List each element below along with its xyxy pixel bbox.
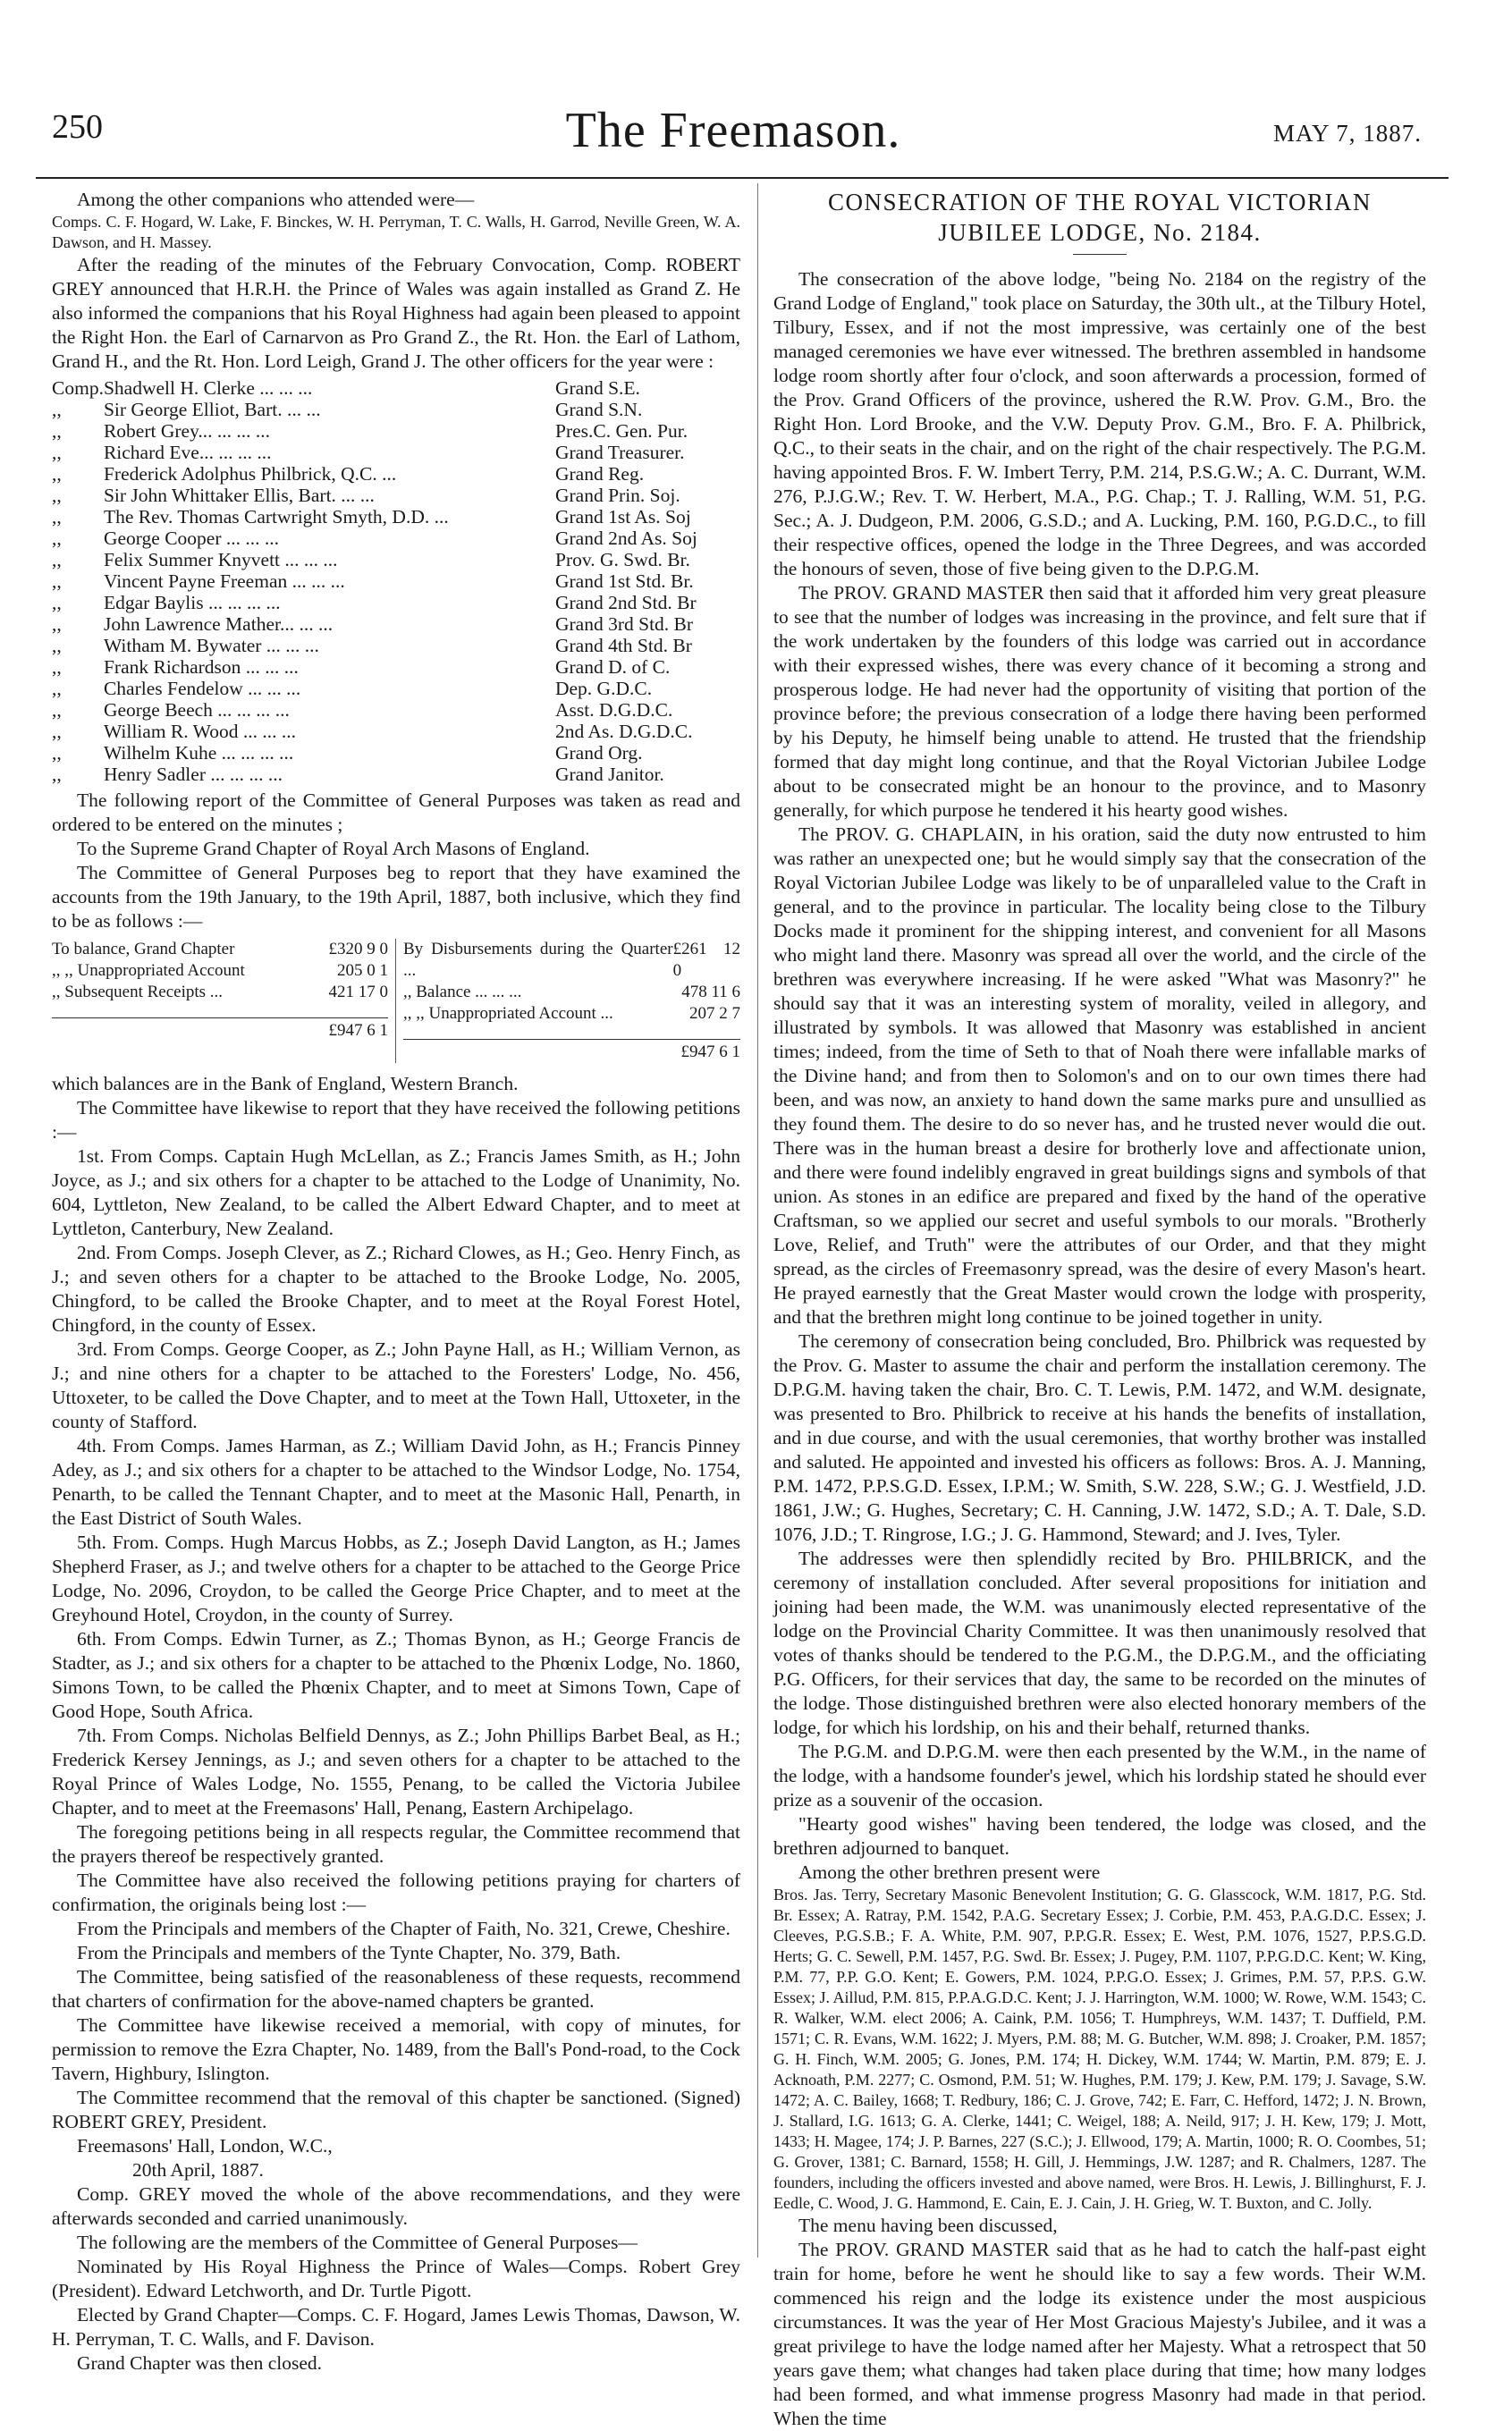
officer-title: ,,	[52, 442, 62, 463]
signature-date: 20th April, 1887.	[132, 2159, 264, 2181]
officer-row	[52, 678, 740, 699]
paragraph: The Committee have likewise received a memorial, with copy of minutes, for permission to remove the Ezra Chapter, No. 1489, from the Ball's Pond-road, to the Cock Tavern, Highbury, Islington.	[52, 2014, 740, 2084]
accounts-statement	[52, 939, 740, 1063]
officer-row	[52, 613, 740, 635]
officer-name: Robert Grey... ... ... ...	[103, 420, 271, 442]
left-column	[52, 188, 740, 2376]
paragraph: The PROV. GRAND MASTER said that as he had to catch the half-past eight train for home, before he went he should like to say a few words. Their W.M. commenced his reign and the lodge its existence under the most auspicious circumstances. It was the year of Her Most Gracious Majesty's Jubilee, and it was a great privilege to have the lodge named after her Majesty. What a retrospect that 50 years gave them; what changes had taken place during that time; how many lodges had been formed, and what immense progress Masonry had made in that period. When the time	[773, 2239, 1426, 2429]
officer-title: ,,	[52, 656, 62, 678]
paragraph: From the Principals and members of the Tynte Chapter, No. 379, Bath.	[77, 1942, 621, 1963]
account-amount: 478 11 6	[681, 983, 740, 1001]
officer-rank: Grand Reg.	[554, 463, 645, 485]
account-line	[52, 960, 388, 982]
officer-name: Richard Eve... ... ... ...	[103, 442, 272, 463]
officer-row	[52, 721, 740, 742]
officer-rank: Grand Org.	[554, 742, 643, 764]
officer-rank: Grand Treasurer.	[554, 442, 685, 463]
petition-2: 2nd. From Comps. Joseph Clever, as Z.; Richard Clowes, as H.; Geo. Henry Finch, as J.; and seven others for a chapter to be attached to the Brooke Lodge, No. 2005, Chingford, to be called the Brooke Chapter, and to meet at the Royal Forest Hotel, Chingford, in the county of Essex.	[52, 1242, 740, 1336]
paragraph: The menu having been discussed,	[798, 2215, 1058, 2236]
paragraph: The Committee have also received the following petitions praying for charters of confirmation, the originals being lost :—	[52, 1870, 740, 1915]
officer-rank: Grand 1st Std. Br.	[554, 570, 694, 592]
paragraph: The Committee recommend that the removal of this chapter be sanctioned. (Signed) ROBERT GREY, President.	[52, 2087, 740, 2132]
officer-row	[52, 506, 740, 528]
officer-rank: Dep. G.D.C.	[554, 678, 653, 699]
officer-rank: Grand 2nd As. Soj	[554, 528, 697, 549]
officer-rank: Grand 3rd Std. Br	[554, 613, 694, 635]
officer-title: ,,	[52, 549, 62, 570]
paragraph: The foregoing petitions being in all respects regular, the Committee recommend that the prayers thereof be respectively granted.	[52, 1821, 740, 1867]
paragraph: After the reading of the minutes of the February Convocation, Comp. ROBERT GREY announced that H.R.H. the Prince of Wales was again installed as Grand Z. He also informed the companions that his Royal Highness had again been pleased to appoint the Right Hon. the Earl of Carnarvon as Pro Grand Z., the Rt. Hon. the Earl of Lathom, Grand H., and the Rt. Hon. Lord Leigh, Grand J. The other officers for the year were :	[52, 254, 740, 372]
officer-row	[52, 764, 740, 785]
accounts-disbursements	[396, 939, 740, 1063]
officer-rank: Grand 4th Std. Br	[554, 635, 692, 656]
right-column	[773, 188, 1426, 2431]
issue-date: MAY 7, 1887.	[1272, 120, 1422, 147]
account-label: ,, ,, Unappropriated Account	[52, 961, 245, 980]
paragraph: Nominated by His Royal Highness the Prince of Wales—Comps. Robert Grey (President). Edward Letchworth, and Dr. Turtle Pigott.	[52, 2256, 740, 2301]
officer-row	[52, 635, 740, 656]
paragraph: The Committee have likewise to report that they have received the following petitions :—	[52, 1097, 740, 1143]
officer-name: Charles Fendelow ... ... ...	[103, 678, 301, 699]
masthead-title: The Freemason.	[565, 103, 901, 158]
officer-title: ,,	[52, 721, 62, 742]
paragraph: The consecration of the above lodge, "being No. 2184 on the registry of the Grand Lodge of England," took place on Saturday, the 30th ult., at the Tilbury Hotel, Tilbury, Essex, and if not the most impressive, was certainly one of the best managed ceremonies we have ever witnessed. The brethren assembled in handsome lodge room shortly after four o'clock, and soon afterwards a procession, formed of the Prov. Grand Officers of the province, ushered the R.W. Prov. G.M., Bro. the Right Hon. Lord Brooke, and the V.W. Deputy Prov. G.M., Bro. F. A. Philbrick, Q.C., to their seats in the chair, and on the right of the chair respectively. The P.G.M. having appointed Bros. F. W. Imbert Terry, P.M. 214, P.S.G.W.; A. C. Durrant, W.M. 276, P.J.G.W.; Rev. T. W. Herbert, M.A., P.G. Chap.; T. J. Ralling, W.M. 51, P.G. Sec.; A. J. Dudgeon, P.M. 2006, G.S.D.; and A. Lucking, P.M. 160, P.G.D.C., to fill their respective offices, opened the lodge in the Three Degrees, and was accorded the honours of seven, those of five being given to the D.P.G.M.	[773, 268, 1426, 579]
paragraph: Comp. GREY moved the whole of the above recommendations, and they were afterwards seconded and carried unanimously.	[52, 2183, 740, 2229]
paragraph: From the Principals and members of the Chapter of Faith, No. 321, Crewe, Cheshire.	[77, 1918, 731, 1939]
officer-name: Edgar Baylis ... ... ... ...	[103, 592, 281, 613]
officer-rank: Grand 1st As. Soj	[554, 506, 691, 528]
officer-title: ,,	[52, 678, 62, 699]
account-amount: 207 2 7	[689, 1004, 740, 1023]
officer-title: ,,	[52, 764, 62, 785]
officer-name: Felix Summer Knyvett ... ... ...	[103, 549, 338, 570]
officer-title: ,,	[52, 742, 62, 764]
account-amount: £320 9 0	[328, 940, 388, 958]
account-label: By Disbursements during the Quarter ...	[403, 940, 673, 980]
petition-3: 3rd. From Comps. George Cooper, as Z.; John Payne Hall, as H.; William Vernon, as J.; and nine others for a chapter to be attached to the Foresters' Lodge, No. 456, Uttoxeter, to be called the Dove Chapter, and to meet at the Town Hall, Uttoxeter, in the county of Stafford.	[52, 1338, 740, 1432]
officer-rank: Prov. G. Swd. Br.	[554, 549, 690, 570]
officer-title: ,,	[52, 463, 62, 485]
officer-row	[52, 570, 740, 592]
officer-name: Sir George Elliot, Bart. ... ...	[103, 399, 321, 420]
officer-row	[52, 592, 740, 613]
page-header	[45, 103, 1422, 179]
paragraph: Elected by Grand Chapter—Comps. C. F. Hogard, James Lewis Thomas, Dawson, W. H. Perryman, T. C. Walls, and F. Davison.	[52, 2304, 740, 2350]
paragraph: The Committee of General Purposes beg to report that they have examined the accounts from the 19th January, to the 19th April, 1887, both inclusive, which they find to be as follows :—	[52, 862, 740, 932]
attendee-list: Comps. C. F. Hogard, W. Lake, F. Binckes, W. H. Perryman, T. C. Walls, H. Garrod, Neville Green, W. A. Dawson, and H. Massey.	[52, 213, 740, 251]
account-line	[403, 939, 740, 982]
officer-name: Frank Richardson ... ... ...	[103, 656, 299, 678]
header-rule	[36, 177, 1449, 179]
account-label: To balance, Grand Chapter	[52, 940, 235, 958]
officer-rank: 2nd As. D.G.D.C.	[554, 721, 693, 742]
paragraph: "Hearty good wishes" having been tendered, the lodge was closed, and the brethren adjourned to banquet.	[773, 1813, 1426, 1859]
petition-6: 6th. From Comps. Edwin Turner, as Z.; Thomas Bynon, as H.; George Francis de Stadter, as J.; and six others for a chapter to be attached to the Phœnix Lodge, No. 1860, Simons Town, to be called the Phœnix Chapter, and to meet at Simons Town, Cape of Good Hope, South Africa.	[52, 1628, 740, 1722]
paragraph: which balances are in the Bank of England, Western Branch.	[52, 1073, 519, 1094]
account-amount: £261 12 0	[672, 940, 740, 980]
petition-1: 1st. From Comps. Captain Hugh McLellan, as Z.; Francis James Smith, as H.; John Joyce, as J.; and six others for a chapter to be attached to the Lodge of Unanimity, No. 604, Lyttleton, New Zealand, to be called the Albert Edward Chapter, and to meet at Lyttleton, Canterbury, New Zealand.	[52, 1145, 740, 1239]
officer-row	[52, 420, 740, 442]
paragraph: The PROV. G. CHAPLAIN, in his oration, said the duty now entrusted to him was rather an unexpected one; but he would simply say that the consecration of the Royal Victorian Jubilee Lodge was likely to be of unparalleled value to the Craft in general, and to the province in particular. The locality being close to the Tilbury Docks made it prominent for the shipping interest, and convenient for all Masons who might land there. Masonry was spread all over the world, and the circle of the brethren was everywhere increasing. If he were asked "What was Masonry?" he should say that it was an interesting system of morality, veiled in allegory, and illustrated by symbols. It was allowed that Masonry was established in ancient times; indeed, from the time of Seth to that of Noah there were infallable marks of the Divine hand; and from then to Solomon's and on to our own times there had been, and was now, an anxiety to hand down the same marks pure and unsullied as they found them. The desire to do so never has, and he trusted never would die out. There was in the human breast a desire for brotherly love and affectionate union, and there were found indelibly engraved in great buildings signs and symbols of that union. As stones in an edifice are prepared and fixed by the hand of the operative Craftsman, so we applied our secret and useful symbols to our morals. "Brotherly Love, Relief, and Truth" were the attributes of our Order, and that they might spread, as the circles of Freemasonry spread, was the desire of every Mason's heart. He prayed earnestly that the Great Master would crown the lodge with prosperity, and that the brethren might long continue to be joined together in unity.	[773, 823, 1426, 1328]
officer-name: The Rev. Thomas Cartwright Smyth, D.D. ...	[103, 506, 449, 528]
paragraph: The addresses were then splendidly recited by Bro. PHILBRICK, and the ceremony of installation concluded. After several propositions for initiation and joining had been made, the W.M. was unanimously elected representative of the lodge on the Provincial Charity Committee. It was then unanimously resolved that votes of thanks should be tendered to the P.G.M., the D.P.G.M., and the officiating P.G. Officers, for their services that day, the same to be recorded on the minutes of the lodge. Those distinguished brethren were also elected honorary members of the lodge, for which his lordship, on his and their behalf, returned thanks.	[773, 1548, 1426, 1738]
brethren-list: Bros. Jas. Terry, Secretary Masonic Benevolent Institution; G. G. Glasscock, W.M. 1817, P.G. Std. Br. Essex; A. Ratray, P.M. 1542, P.A.G. Secretary Essex; J. Corbie, P.M. 453, P.A.G.D.C. Essex; J. Cleeves, P.G.S.B.; F. A. White, P.M. 907, P.P.G.R. Essex; E. West, P.M. 1076, 1527, P.P.S.G.D. Herts; G. C. Sewell, P.M. 1457, P.G. Swd. Br. Essex; J. Pugey, P.M. 1107, P.P.G.D.C. Kent; W. King, P.M. 77, P.P. G.O. Kent; E. Gowers, P.M. 1024, P.P.G.O. Essex; J. Grimes, P.M. 57, P.P.S. G.W. Essex; J. Aillud, P.M. 815, P.P.A.G.D.C. Kent; J. J. Harrington, W.M. 1000; W. Rowe, W.M. 1543; C. R. Walker, W.M. elect 2006; A. Caink, P.M. 1056; T. Humphreys, W.M. 1437; T. Duffield, P.M. 1571; C. R. Evans, W.M. 1622; J. Myers, P.M. 88; M. G. Butcher, W.M. 898; J. Croaker, P.M. 1857; G. H. Finch, W.M. 2005; G. Jones, P.M. 174; H. Dickey, W.M. 1744; W. Martin, P.M. 879; E. J. Acknoath, P.M. 2277; C. Osmond, P.M. 51; W. Hughes, P.M. 179; J. Kew, P.M. 179; J. Savage, S.W. 1472; A. C. Bailey, 1668; T. Redbury, 186; C. J. Grove, 742; E. Farr, C. Hefford, 1472; J. N. Brown, J. Stallard, I.G. 1613; G. A. Clerke, 1441; C. Weigel, 188; A. Neild, 917; J. H. Kew, 179; J. Mott, 1433; H. Magee, 174; J. P. Barnes, 227 (S.C.); J. Ellwood, 179; A. Martin, 1000; R. O. Coombes, 51; G. Grover, 1381; C. Barnard, 1558; H. Gill, J. Hemmings, J.W. 1287; and R. Chalmers, 1287. The founders, including the officers invested and above named, were Bros. H. Lewis, J. Billinghurst, F. J. Eedle, C. Wood, J. G. Hammond, E. Cain, E. J. Cain, J. H. Grieg, W. T. Buxton, and C. Jolly.	[773, 1886, 1426, 2212]
officer-row	[52, 442, 740, 463]
officer-name: George Beech ... ... ... ...	[103, 699, 290, 721]
account-line	[403, 982, 740, 1003]
officer-rank: Grand S.N.	[554, 399, 643, 420]
petition-5: 5th. From. Comps. Hugh Marcus Hobbs, as Z.; Joseph David Langton, as H.; James Shepherd Fraser, as J.; and twelve others for a chapter to be attached to the George Price Lodge, No. 2096, Croydon, to be called the George Price Chapter, and to meet at the Greyhound Hotel, Croydon, in the county of Surrey.	[52, 1532, 740, 1625]
paragraph: The following are the members of the Committee of General Purposes—	[77, 2232, 638, 2253]
paragraph: Among the other companions who attended were—	[77, 189, 475, 210]
officer-row	[52, 549, 740, 570]
officer-name: John Lawrence Mather... ... ...	[103, 613, 334, 635]
officer-title: ,,	[52, 592, 62, 613]
paragraph: The Committee, being satisfied of the reasonableness of these requests, recommend that charters of confirmation for the above-named chapters be granted.	[52, 1966, 740, 2012]
paragraph: The following report of the Committee of General Purposes was taken as read and ordered to be entered on the minutes ;	[52, 789, 740, 835]
paragraph: Among the other brethren present were	[798, 1861, 1101, 1883]
officer-row	[52, 399, 740, 420]
article-subtitle: JUBILEE LODGE, No. 2184.	[938, 219, 1262, 246]
officer-row	[52, 528, 740, 549]
account-line	[52, 939, 388, 960]
officer-name: William R. Wood ... ... ...	[103, 721, 296, 742]
officer-title: ,,	[52, 506, 62, 528]
page-number: 250	[52, 108, 103, 146]
paragraph: To the Supreme Grand Chapter of Royal Arch Masons of England.	[77, 838, 590, 859]
officer-row	[52, 463, 740, 485]
officer-name: Sir John Whittaker Ellis, Bart. ... ...	[103, 485, 375, 506]
account-label: ,, ,, Unappropriated Account ...	[403, 1004, 613, 1023]
column-rule	[757, 183, 758, 2258]
officer-name: Henry Sadler ... ... ... ...	[103, 764, 283, 785]
petition-7: 7th. From Comps. Nicholas Belfield Dennys, as Z.; John Phillips Barbet Beal, as H.; Frederick Kersey Jennings, as J.; and seven others for a chapter to be attached to the Royal Prince of Wales Lodge, No. 1555, Penang, to be called the Victoria Jubilee Chapter, and to meet at the Freemasons' Hall, Penang, Eastern Archipelago.	[52, 1725, 740, 1819]
account-amount: 421 17 0	[328, 983, 388, 1001]
accounts-receipts	[52, 939, 396, 1063]
officer-name: Wilhelm Kuhe ... ... ... ...	[103, 742, 294, 764]
paragraph: The ceremony of consecration being concluded, Bro. Philbrick was requested by the Prov. G. Master to assume the chair and perform the installation ceremony. The D.P.G.M. having taken the chair, Bro. C. T. Lewis, P.M. 1472, and W.M. designate, was presented to Bro. Philbrick to receive at his hands the benefits of installation, and in due course, and with the usual ceremonies, that worthy brother was installed and saluted. He appointed and invested his officers as follows: Bros. A. J. Manning, P.M. 1472, P.P.S.G.D. Essex, I.P.M.; W. Smith, S.W. 228, S.W.; G. J. Westfield, J.D. 1861, J.W.; G. Hughes, Secretary; C. H. Canning, J.W. 1472, S.D.; A. T. Dale, S.D. 1076, J.D.; T. Ringrose, I.G.; J. G. Hammond, Steward; and J. Ives, Tyler.	[773, 1330, 1426, 1545]
officer-row	[52, 377, 740, 399]
officer-rank: Grand D. of C.	[554, 656, 671, 678]
officer-title: ,,	[52, 485, 62, 506]
officer-roster	[52, 377, 740, 785]
petition-4: 4th. From Comps. James Harman, as Z.; William David John, as H.; Francis Pinney Adey, as J.; and six others for a chapter to be attached to the Windsor Lodge, No. 1754, Penarth, to be called the Tennant Chapter, and to meet at the Masonic Hall, Penarth, in the East District of South Wales.	[52, 1435, 740, 1529]
signature-place: Freemasons' Hall, London, W.C.,	[77, 2135, 333, 2157]
paragraph: The PROV. GRAND MASTER then said that it afforded him very great pleasure to see that the number of lodges was increasing in the province, and felt sure that if the work undertaken by the founders of this lodge was carried out in accordance with their expressed wishes, there was every chance of it becoming a strong and prosperous lodge. He had never had the opportunity of visiting that portion of the province before; the previous consecration of a lodge there having been performed by his Deputy, he himself being unable to attend. He trusted that the friendship formed that day might long continue, and that the Royal Victorian Jubilee Lodge about to be consecrated might be an honour to the province, and to Masonry generally, for which purpose he tendered it his hearty good wishes.	[773, 582, 1426, 821]
officer-name: George Cooper ... ... ...	[103, 528, 280, 549]
officer-title: ,,	[52, 420, 62, 442]
officer-title: Comp.	[52, 377, 104, 399]
officer-name: Vincent Payne Freeman ... ... ...	[103, 570, 345, 592]
paragraph: The P.G.M. and D.P.G.M. were then each presented by the W.M., in the name of the lodge, with a handsome founder's jewel, which his lordship stated he should ever prize as a souvenir of the occasion.	[773, 1741, 1426, 1811]
officer-row	[52, 742, 740, 764]
officer-row	[52, 699, 740, 721]
officer-title: ,,	[52, 699, 62, 721]
account-total: £947 6 1	[52, 1017, 388, 1042]
account-label: ,, Subsequent Receipts ...	[52, 983, 224, 1001]
officer-row	[52, 485, 740, 506]
officer-rank: Grand S.E.	[554, 377, 640, 399]
officer-title: ,,	[52, 613, 62, 635]
officer-row	[52, 656, 740, 678]
account-amount: 205 0 1	[337, 961, 388, 980]
officer-rank: Grand 2nd Std. Br	[554, 592, 697, 613]
officer-name: Frederick Adolphus Philbrick, Q.C. ...	[103, 463, 397, 485]
officer-title: ,,	[52, 570, 62, 592]
officer-title: ,,	[52, 399, 62, 420]
account-line	[52, 982, 388, 1003]
officer-rank: Asst. D.G.D.C.	[554, 699, 673, 721]
officer-rank: Grand Prin. Soj.	[554, 485, 680, 506]
officer-rank: Grand Janitor.	[554, 764, 664, 785]
account-label: ,, Balance ... ... ...	[403, 983, 522, 1001]
account-total: £947 6 1	[403, 1039, 740, 1063]
article-title: CONSECRATION OF THE ROYAL VICTORIAN	[827, 189, 1373, 215]
paragraph: Grand Chapter was then closed.	[77, 2352, 323, 2374]
account-line	[403, 1003, 740, 1025]
officer-rank: Pres.C. Gen. Pur.	[554, 420, 688, 442]
officer-name: Witham M. Bywater ... ... ...	[103, 635, 319, 656]
officer-title: ,,	[52, 528, 62, 549]
title-rule	[1073, 254, 1127, 255]
officer-title: ,,	[52, 635, 62, 656]
officer-name: Shadwell H. Clerke ... ... ...	[103, 377, 313, 399]
